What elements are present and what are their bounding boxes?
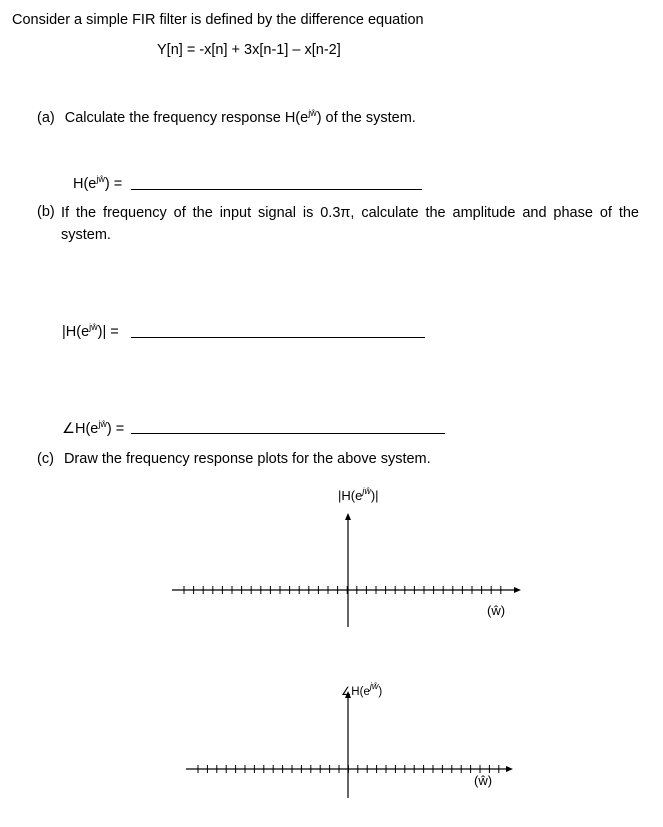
magnitude-plot-xlabel: (ŵ) (487, 603, 506, 618)
part-a-text: Calculate the frequency response $H(e^{jŵ})$ of the system. (64, 108, 416, 126)
difference-equation: Y[n] = -x[n] + 3x[n-1] – x[n-2] (157, 42, 341, 58)
part-b-marker: (b) (37, 204, 55, 220)
part-b-text-line1: If the frequency of the input signal is 0.3π, calculate the amplitude and phase of the (61, 205, 639, 221)
magnitude-answer-label: $|H(e^{jŵ})|$ = (62, 322, 119, 340)
intro-text: Consider a simple FIR filter is defined by the difference equation (12, 12, 424, 28)
part-c-marker: (c) (37, 451, 54, 467)
phase-plot-xlabel: (ŵ) (474, 773, 493, 788)
part-c-text: Draw the frequency response plots for the above system. (63, 451, 431, 467)
phase-answer-label: $\angle H(e^{jŵ})$ = (62, 419, 125, 437)
phase-plot-ylabel: $\angle H(e^{jŵ})$ (341, 681, 383, 698)
part-a-answer-label: $H(e^{jŵ})$ = (73, 174, 123, 192)
part-a-marker: (a) (37, 110, 55, 126)
magnitude-plot-ylabel: $|H(e^{jŵ})|$ (338, 486, 379, 503)
part-b-text-line2: system. (61, 227, 111, 243)
